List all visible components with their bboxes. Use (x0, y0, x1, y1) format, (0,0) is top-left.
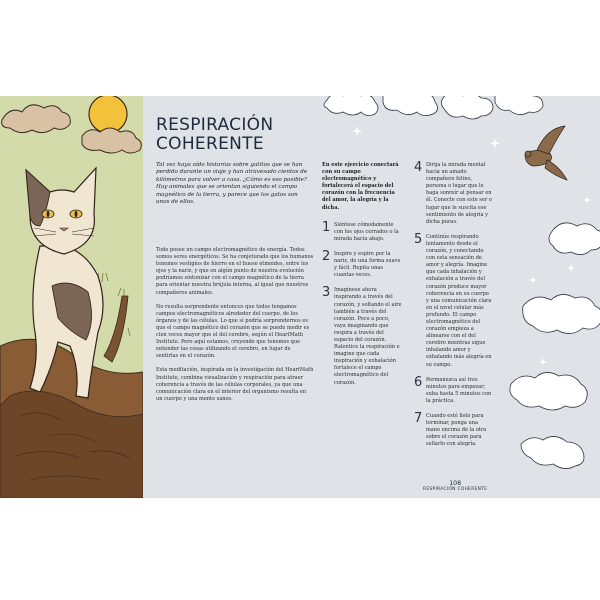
title-line-1: RESPIRACIÓN (156, 115, 274, 135)
text-page (143, 96, 600, 498)
step-number: 3 (322, 285, 331, 301)
book-spread (0, 96, 600, 498)
step-item (414, 374, 492, 405)
page-footer (423, 480, 487, 492)
body-paragraph: Todo posee un campo electromagnético de energía. Todos somos seres energéticos. Se ha conjeturado que los humanos tenemos vestigios de hierro en el hueso etmoides, entre los ojos y la nariz, y que en algún punto de nuestra evolución podríamos sintonizar con el campo magnético de la tierra para orientar nuestra brújula interna, al igual que nuestros compañeros animales. (156, 247, 314, 296)
cat-illustration (0, 96, 143, 498)
cloud-icon (324, 96, 543, 119)
step-text: Cuando esté listo para terminar, ponga una mano encima de la otra sobre el corazón para sellarlo con alegría. (426, 413, 487, 448)
body-column (156, 247, 314, 410)
step-text: Permanezca así tres minutos para empezar; suba hasta 5 minutos con la práctica. (426, 376, 492, 404)
page-title (156, 116, 273, 154)
intro-paragraph: Tal vez haya oído historias sobre gatitos que se han perdido durante un viaje y han atravesado cientos de kilómetros para volver a casa. ¿Cómo es eso posible? Hay animales que se orientan siguiendo el campo magnético de la tierra, y parece que los gatos son unos de ellos. (156, 162, 308, 206)
step-item (322, 219, 402, 243)
steps-column-1 (322, 162, 402, 395)
body-paragraph: No resulta sorprendente entonces que todos tengamos campos electromagnéticos alrededor del cuerpo, de los órganos y de las células. Lo que sí podría sorprendernos es que el campo magnético del corazón que se puede medir es cien veces mayor que el del cerebro, según el HeartMath Institute. Pero aquí estamos, creyendo que tenemos que entender las cosas utilizando el cerebro, en lugar de sentirlas en el corazón. (156, 303, 310, 360)
step-text: Dirija la mirada mental hacia un amado compañero felino, persona o lugar que le haga sonreír al pensar en él. Conecte con este ser o lugar que le suscita ese sentimiento de alegría y dicha puras. (426, 162, 492, 225)
step-item (414, 162, 492, 226)
running-footer: RESPIRACIÓN COHERENTE (423, 487, 488, 492)
step-item (322, 287, 402, 386)
cloud-icon (510, 223, 600, 469)
sun-icon (89, 96, 127, 133)
bird-icon (525, 126, 567, 180)
step-number: 7 (414, 411, 423, 426)
step-text: Inspire y espire por la nariz, de una forma suave y fácil. Repita unas cuantas veces. (334, 250, 401, 279)
step-text: Imagínese ahora inspirando a través del corazón, y soltando el aire también a través del corazón. Poco a poco, vaya imaginando que respira a través del espacio del corazón. Ralentice la respiración e imagine que cada inspiración y exhalación fortalece el campo electromagnético del corazón. (334, 287, 402, 386)
step-item (414, 231, 492, 369)
body-paragraph: Esta meditación, inspirada en la investigación del HeartMath Institute, combina visualización y respiración para atraer coherencia a través de las células corporales, ya que una comunicación clara en el interior del organismo resulta en un cuerpo y una mente sanos. (156, 367, 314, 402)
page-number: 108 (449, 480, 462, 487)
step-number: 6 (414, 374, 423, 390)
step-number: 1 (322, 219, 331, 235)
title-line-2: COHERENTE (156, 134, 264, 154)
steps-column-2 (414, 162, 492, 456)
step-text: Continúe respirando lentamente desde el corazón, y conectando con esta sensación de amor y alegría. Imagine que cada inhalación y exhalación a través del corazón produce mayor coherencia en su cuerpo y una comunicación clara en el nivel celular más profundo. El campo electromagnético del corazón empieza a alinearse con el del cerebro mientras sigue inhalando amor y exhalando más alegría en su campo. (426, 233, 492, 368)
step-number: 2 (322, 248, 331, 264)
lead-paragraph: En este ejercicio conectará con su campo electromagnético y fortalecerá el espacio del corazón con la frecuencia del amor, la alegría y la dicha. (322, 162, 399, 211)
step-text: Siéntese cómodamente con los ojos cerrados o la mirada hacia abajo. (334, 221, 399, 242)
step-number: 4 (414, 160, 423, 175)
step-item (322, 248, 402, 279)
step-item (414, 413, 492, 448)
step-number: 5 (414, 231, 423, 247)
